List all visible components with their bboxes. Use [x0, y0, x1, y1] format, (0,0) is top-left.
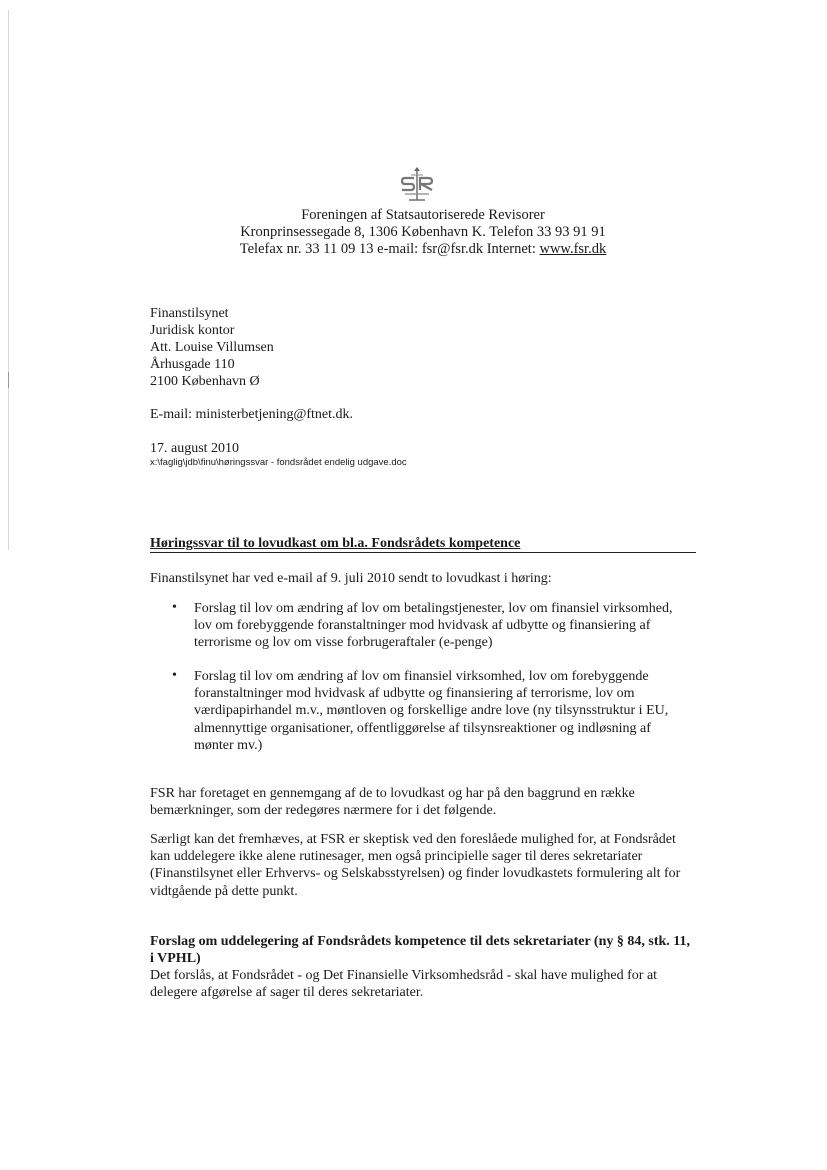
intro-text: Finanstilsynet har ved e-mail af 9. juli 2010 sendt to lovudkast i høring: — [150, 571, 552, 586]
paragraph-review: FSR har foretaget en gennemgang af de to lovudkast og har på den baggrund en række bemærkninger, som der redegøres nærmere for i det følgende. — [150, 786, 635, 819]
recipient-department: Juridisk kontor — [150, 323, 235, 338]
letterhead-org: Foreningen af Statsautoriserede Revisorer — [301, 207, 545, 223]
paragraph-emphasis: Særligt kan det fremhæves, at FSR er skeptisk ved den foreslåede mulighed for, at Fondsrådet kan uddelegere ikke alene rutinesager, men også principielle sager til deres sekretariater (Finanstilsynet eller Erhvervs- og Selskabsstyrelsen) og finder lovudkastets formulering alt for vidtgående på dette punkt. — [150, 832, 681, 899]
recipient-name: Finanstilsynet — [150, 306, 229, 321]
letterhead-contact — [150, 241, 696, 258]
fsr-logo-icon — [397, 167, 437, 203]
file-path: x:\faglig\jdb\finu\høringssvar - fondsrådet endelig udgave.doc — [150, 457, 407, 468]
recipient-attention: Att. Louise Villumsen — [150, 340, 274, 355]
recipient-email: E-mail: ministerbetjening@ftnet.dk. — [150, 407, 354, 422]
section-text: Det forslås, at Fondsrådet - og Det Finansielle Virksomhedsråd - skal have mulighed for at delegere afgørelse af sager til deres sekretariater. — [150, 968, 658, 1001]
bullet-marker: • — [172, 600, 177, 615]
recipient-city: 2100 København Ø — [150, 374, 260, 389]
subject-line — [150, 535, 696, 553]
letterhead-address: Kronprinsessegade 8, 1306 København K. Telefon 33 93 91 91 — [240, 224, 606, 240]
subject-text: Høringssvar til to lovudkast om bl.a. Fondsrådets kompetence — [150, 536, 521, 551]
recipient-street: Århusgade 110 — [150, 357, 235, 372]
bullet-item-1: Forslag til lov om ændring af lov om betalingstjenester, lov om finansiel virksomhed, lov om forebyggende foranstaltninger mod hvidvask af udbytte og finansiering af terrorisme og lov om visse forbrugeraftaler (e-penge) — [194, 601, 673, 651]
scan-edge-mark — [8, 372, 9, 388]
website-link[interactable]: www.fsr.dk — [539, 241, 607, 257]
letter-date: 17. august 2010 — [150, 441, 240, 456]
bullet-item-2: Forslag til lov om ændring af lov om finansiel virksomhed, lov om forebyggende foranstaltninger mod hvidvask af udbytte og finansiering af terrorisme, lov om værdipapirhandel m.v., møntloven og forskellige andre love (ny tilsynsstruktur i EU, almennyttige organisationer, offentliggørelse af tilsynsreaktioner og indløsning af mønter mv.) — [194, 669, 669, 753]
section-heading: Forslag om uddelegering af Fondsrådets kompetence til dets sekretariater (ny § 84, stk. 11, i VPHL) — [150, 934, 690, 967]
scan-edge-line — [8, 10, 9, 550]
bullet-marker: • — [172, 668, 177, 683]
letterhead-fax-email: Telefax nr. 33 11 09 13 e-mail: fsr@fsr.dk Internet: — [239, 241, 540, 257]
